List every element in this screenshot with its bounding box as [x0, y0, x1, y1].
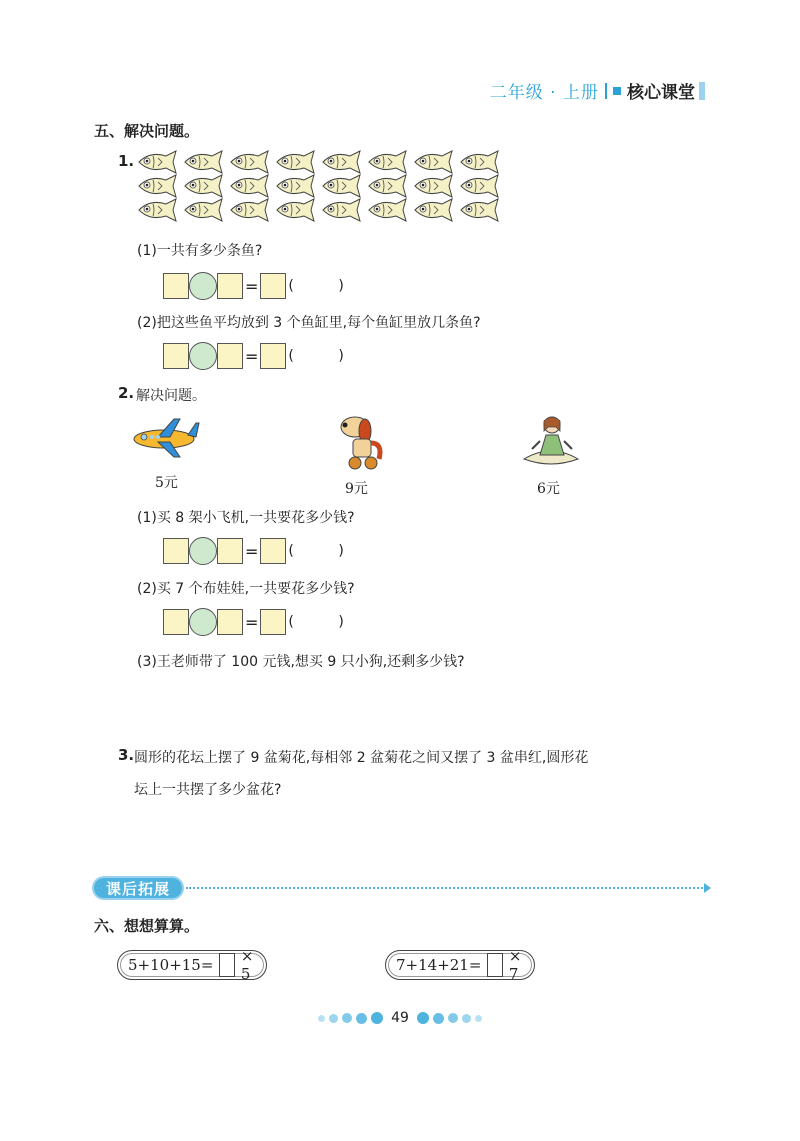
- q3-number: 3.: [118, 746, 135, 764]
- grade-label: 二年级 · 上册: [489, 83, 599, 103]
- sum-equation-2: [385, 947, 535, 983]
- q3-line1: 圆形的花坛上摆了 9 盆菊花,每相邻 2 盆菊花之间又摆了 3 盆串红,圆形花: [134, 750, 589, 766]
- q2-sub3: (3)王老师带了 100 元钱,想买 9 只小狗,还剩多少钱?: [137, 654, 465, 670]
- dot-icon: [342, 1013, 352, 1023]
- q1-sub2: (2)把这些鱼平均放到 3 个鱼缸里,每个鱼缸里放几条鱼?: [137, 315, 481, 331]
- answer-box[interactable]: [163, 273, 189, 299]
- fish-row: [136, 198, 504, 222]
- fish-icon: [412, 198, 458, 222]
- toy-dog-icon: [335, 413, 387, 473]
- answer-box[interactable]: [163, 609, 189, 635]
- core-label: 核心课堂: [627, 83, 695, 103]
- square-icon: [613, 87, 621, 95]
- answer-box[interactable]: [217, 538, 243, 564]
- fish-icon: [366, 174, 412, 198]
- fish-row: [136, 150, 504, 174]
- dot-icon: [417, 1012, 429, 1024]
- airplane-price: 5元: [155, 475, 178, 491]
- fish-icon: [412, 174, 458, 198]
- fish-icon: [274, 150, 320, 174]
- operator-circle[interactable]: [189, 608, 217, 636]
- doll-icon: [520, 413, 582, 468]
- dot-icon: [475, 1015, 482, 1022]
- answer-box[interactable]: [217, 609, 243, 635]
- dot-icon: [329, 1014, 338, 1023]
- fish-icon: [182, 174, 228, 198]
- answer-equation: [163, 272, 364, 300]
- fish-icon: [366, 150, 412, 174]
- answer-box[interactable]: [217, 343, 243, 369]
- unit-paren[interactable]: ( ): [288, 278, 364, 294]
- answer-box[interactable]: [217, 273, 243, 299]
- dot-icon: [433, 1013, 444, 1024]
- dot-icon: [448, 1013, 458, 1023]
- fish-icon: [136, 198, 182, 222]
- fish-icon: [320, 174, 366, 198]
- page-header: [490, 78, 705, 103]
- fish-icon: [412, 150, 458, 174]
- fish-row: [136, 174, 504, 198]
- fish-icon: [366, 198, 412, 222]
- fish-icon: [228, 198, 274, 222]
- fish-icon: [182, 150, 228, 174]
- fish-icon: [274, 174, 320, 198]
- operator-circle[interactable]: [189, 272, 217, 300]
- unit-paren[interactable]: ( ): [288, 543, 364, 559]
- answer-box[interactable]: [260, 609, 286, 635]
- fish-icon: [182, 198, 228, 222]
- fish-icon: [228, 174, 274, 198]
- dot-icon: [356, 1013, 367, 1024]
- fish-icon: [458, 174, 504, 198]
- unit-paren[interactable]: ( ): [288, 348, 364, 364]
- dot-icon: [462, 1014, 471, 1023]
- fish-icon: [458, 198, 504, 222]
- answer-equation: [163, 342, 364, 370]
- equals-sign: =: [245, 612, 259, 632]
- fish-grid: [136, 150, 504, 222]
- eq2-left: 7+14+21=: [396, 956, 482, 974]
- fish-icon: [136, 174, 182, 198]
- fish-icon: [320, 150, 366, 174]
- equals-sign: =: [245, 541, 259, 561]
- equals-sign: =: [245, 276, 259, 296]
- equals-sign: =: [245, 346, 259, 366]
- answer-equation: [163, 608, 364, 636]
- header-bar-icon: [699, 82, 705, 100]
- fish-icon: [136, 150, 182, 174]
- eq1-right: × 5: [240, 947, 254, 983]
- eq1-left: 5+10+15=: [128, 956, 214, 974]
- dot-icon: [318, 1015, 325, 1022]
- section5-title: 五、解决问题。: [94, 122, 200, 140]
- unit-paren[interactable]: ( ): [288, 614, 364, 630]
- section6-title: 六、想想算算。: [94, 917, 200, 935]
- operator-circle[interactable]: [189, 537, 217, 565]
- q2-sub2: (2)买 7 个布娃娃,一共要花多少钱?: [137, 581, 355, 597]
- answer-box[interactable]: [163, 538, 189, 564]
- answer-equation: [163, 537, 364, 565]
- page-number: 49: [391, 1010, 409, 1026]
- dog-price: 9元: [345, 481, 368, 497]
- q1-number: 1.: [118, 152, 135, 170]
- eq2-right: × 7: [508, 947, 522, 983]
- answer-box[interactable]: [260, 538, 286, 564]
- sum-equation-1: [117, 947, 267, 983]
- q1-sub1: (1)一共有多少条鱼?: [137, 243, 263, 259]
- doll-price: 6元: [537, 481, 560, 497]
- answer-box[interactable]: [219, 953, 234, 977]
- fish-icon: [458, 150, 504, 174]
- dotted-divider: [186, 887, 706, 889]
- q2-number: 2.: [118, 384, 135, 402]
- operator-circle[interactable]: [189, 342, 217, 370]
- page-number-bar: [0, 1010, 800, 1026]
- header-separator: [605, 83, 607, 99]
- answer-box[interactable]: [260, 343, 286, 369]
- airplane-icon: [130, 415, 200, 460]
- answer-box[interactable]: [487, 953, 502, 977]
- fish-icon: [228, 150, 274, 174]
- extension-badge: 课后拓展: [92, 876, 184, 900]
- q3-line2: 坛上一共摆了多少盆花?: [134, 782, 282, 798]
- answer-box[interactable]: [260, 273, 286, 299]
- dot-icon: [371, 1012, 383, 1024]
- q2-sub1: (1)买 8 架小飞机,一共要花多少钱?: [137, 510, 355, 526]
- fish-icon: [274, 198, 320, 222]
- answer-box[interactable]: [163, 343, 189, 369]
- fish-icon: [320, 198, 366, 222]
- q2-title: 解决问题。: [136, 388, 206, 404]
- arrow-right-icon: [704, 883, 711, 893]
